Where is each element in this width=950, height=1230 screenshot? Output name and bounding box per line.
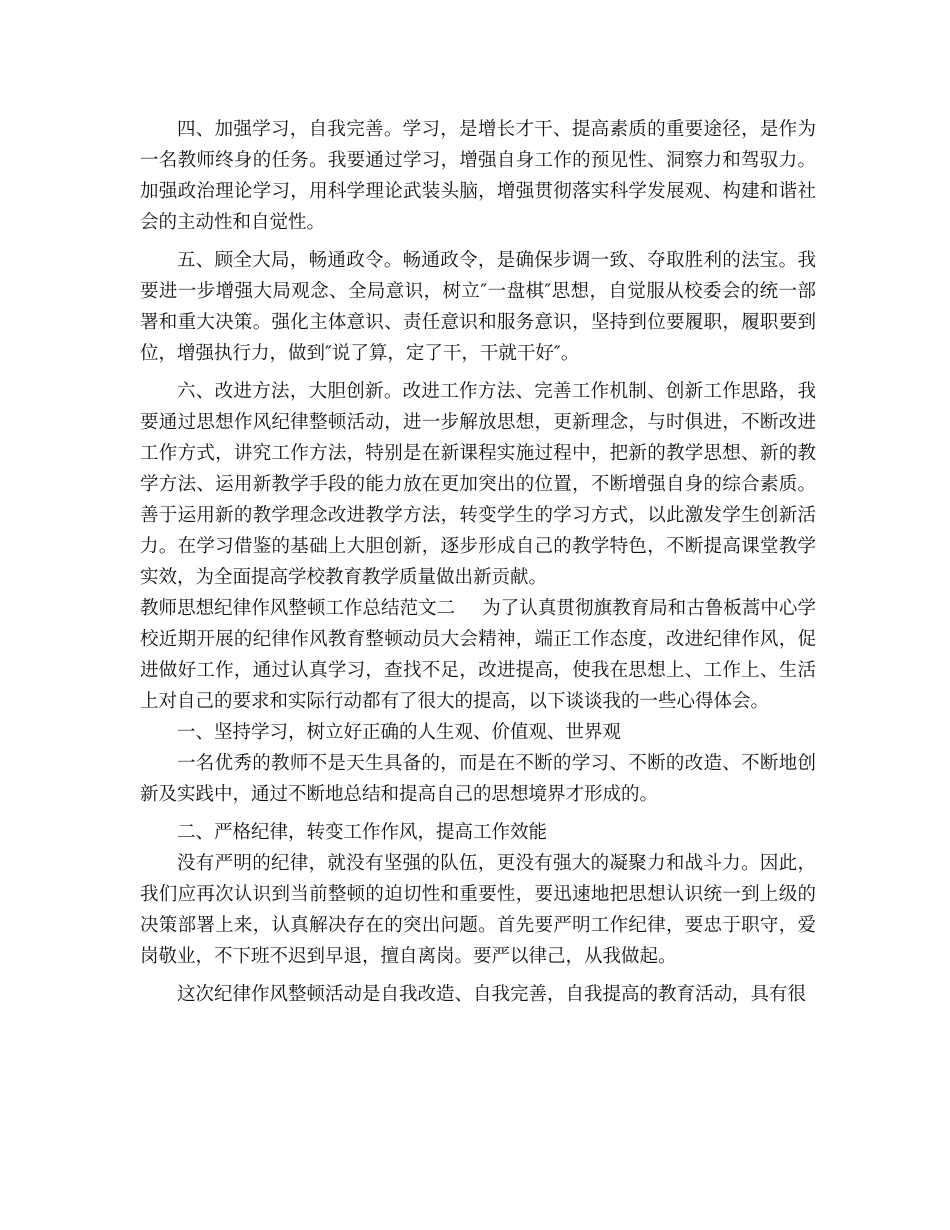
paragraph-rectification-activity: 这次纪律作风整顿活动是自我改造、自我完善，自我提高的教育活动，具有很: [177, 984, 807, 1005]
paragraph-excellent-teacher: 一名优秀的教师不是天生具备的，而是在不断的学习、不断的改造、不断地创新及实践中，通过不断地总结和提高自己的思想境界才形成的。: [140, 753, 816, 805]
heading-persist-study: 一、坚持学习，树立好正确的人生观、价值观、世界观: [177, 722, 622, 743]
document-page: [140, 114, 816, 1010]
section-intro: 为了认真贯彻旗教育局和古鲁板蒿中心学校近期开展的纪律作风教育整顿动员大会精神，端正工作态度，改进纪律作风，促进做好工作，通过认真学习，查找不足，改进提高，使我在思想上、工作上、生活上对自己的要求和实际行动都有了很大的提高，以下谈谈我的一些心得体会。: [140, 598, 816, 712]
paragraph-sample-two: [140, 593, 816, 717]
paragraph-improve-methods: 六、改进方法，大胆创新。改进工作方法、完善工作机制、创新工作思路，我要通过思想作风纪律整顿活动，进一步解放思想，更新理念，与时俱进，不断改进工作方式，讲究工作方法，特别是在新课程实施过程中，把新的教学思想、新的教学方法、运用新教学手段的能力放在更加突出的位置，不断增强自身的综合素质。善于运用新的教学理念改进教学方法，转变学生的学习方式，以此激发学生创新活力。在学习借鉴的基础上大胆创新，逐步形成自己的教学特色，不断提高课堂教学实效，为全面提高学校教育教学质量做出新贡献。: [140, 381, 816, 588]
paragraph-overall-situation: 五、顾全大局，畅通政令。畅通政令，是确保步调一致、夺取胜利的法宝。我要进一步增强大局观念、全局意识，树立″一盘棋″思想，自觉服从校委会的统一部署和重大决策。强化主体意识、责任意识和服务意识，坚持到位要履职，履职要到位，增强执行力，做到″说了算，定了干，干就干好″。: [140, 250, 816, 364]
section-title: 教师思想纪律作风整顿工作总结范文二: [140, 598, 456, 619]
paragraph-discipline-body: 没有严明的纪律，就没有坚强的队伍，更没有强大的凝聚力和战斗力。因此，我们应再次认识到当前整顿的迫切性和重要性，要迅速地把思想认识统一到上级的决策部署上来，认真解决存在的突出问题。首先要严明工作纪律，要忠于职守，爱岗敬业，不下班不迟到早退，擅自离岗。要严以律己，从我做起。: [140, 853, 816, 967]
heading-strict-discipline: 二、严格纪律，转变工作作风，提高工作效能: [177, 822, 548, 843]
paragraph-strengthen-study: 四、加强学习，自我完善。学习，是增长才干、提高素质的重要途径，是作为一名教师终身的任务。我要通过学习，增强自身工作的预见性、洞察力和驾驭力。加强政治理论学习，用科学理论武装头脑，增强贯彻落实科学发展观、构建和谐社会的主动性和自觉性。: [140, 119, 816, 233]
